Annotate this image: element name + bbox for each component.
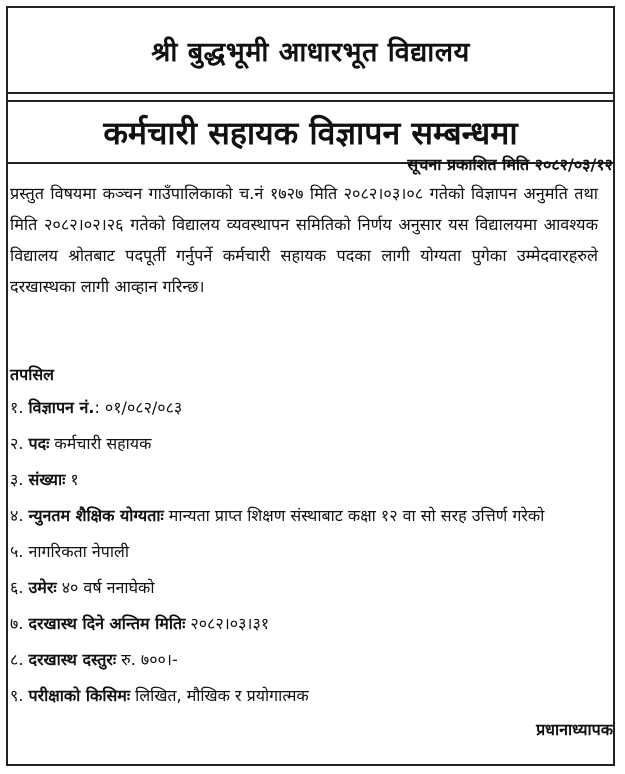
list-item-ad-number: १. विज्ञापन नं.: ०१/०८२/०८३ <box>10 398 183 417</box>
school-name: श्री बुद्धभूमी आधारभूत विद्यालय <box>151 36 470 68</box>
school-header <box>8 8 613 94</box>
list-item-count: ३. संख्याः १ <box>10 470 79 489</box>
published-date: सूचना प्रकाशित मिति २०८२/०३/१२ <box>407 155 613 174</box>
list-item-position: २. पदः कर्मचारी सहायक <box>10 434 152 453</box>
signature-title: प्रधानाध्यापक <box>536 720 613 739</box>
notice-title: कर्मचारी सहायक विज्ञापन सम्बन्धमा <box>103 113 518 152</box>
list-item-citizenship: ५. नागरिकता नेपाली <box>10 542 129 561</box>
notice-body: प्रस्तुत विषयमा कञ्चन गाउँपालिकाको च.नं १७२७ मिति २०८२।०३।०८ गतेको विज्ञापन अनुमति तथा मिति २०८२।०२।२६ गतेको विद्यालय व्यवस्थापन समितिको निर्णय अनुसार यस विद्यालयमा आवश्यक विद्यालय श्रोतबाट पदपूर्ती गर्नुपर्ने कर्मचारी सहायक पदका लागी योग्यता पुगेका उम्मेदवारहरुले दरखास्थका लागी आव्हान गरिन्छ। <box>10 184 598 296</box>
list-item-fee: ८. दरखास्थ दस्तुरः रु. ७००।- <box>10 650 178 669</box>
list-item-qualification: ४. न्युनतम शैक्षिक योग्यताः मान्यता प्राप्त शिक्षण संस्थाबाट कक्षा १२ वा सो सरह उत्तिर्ण गरेको <box>10 506 545 525</box>
list-item-deadline: ७. दरखास्थ दिने अन्तिम मितिः २०८२।०३।३१ <box>10 614 270 633</box>
list-item-exam-type: ९. परीक्षाको किसिमः लिखित, मौखिक र प्रयोगात्मक <box>10 686 309 705</box>
section-title: तपसिल <box>10 365 55 384</box>
list-item-age: ६. उमेरः ४० वर्ष ननाघेको <box>10 578 155 597</box>
details-list <box>10 396 600 720</box>
